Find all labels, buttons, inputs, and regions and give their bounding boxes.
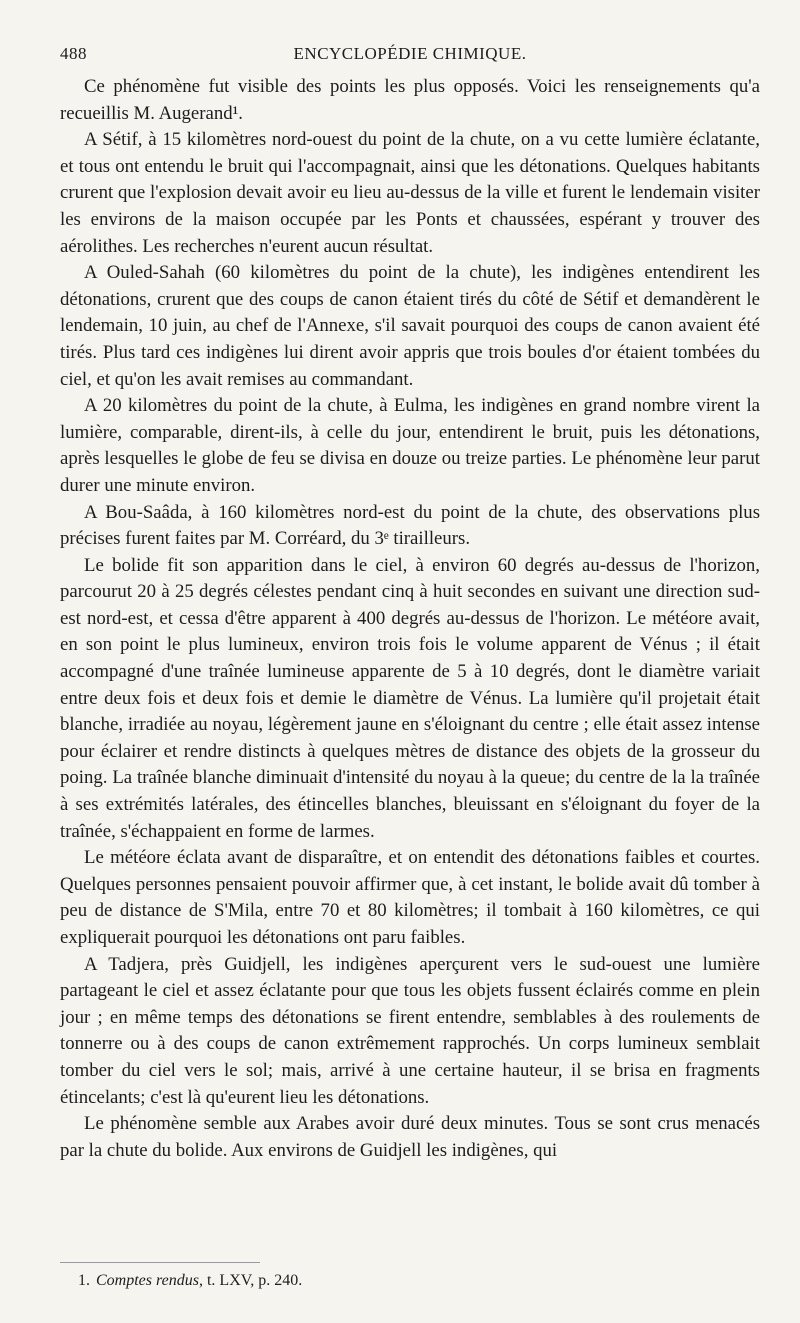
paragraph: A 20 kilomètres du point de la chute, à Eulma, les indigènes en grand nombre virent la lumière, comparable, dirent-ils, à celle du jour, entendirent le bruit, puis les détonations, après lesquelles le globe de feu se divisa en douze ou treize parties. Le phénomène leur parut durer une minute environ. [60, 395, 760, 496]
paragraph: A Bou-Saâda, à 160 kilomètres nord-est du point de la chute, des observations plus précises furent faites par M. Corréard, du 3ᵉ tirailleurs. [60, 501, 760, 550]
paragraph: A Ouled-Sahah (60 kilomètres du point de la chute), les indigènes entendirent les détonations, crurent que des coups de canon étaient tirés du côté de Sétif et demandèrent le lendemain, 10 juin, au chef de l'Annexe, s'il savait pourquoi des coups de canon avaient été tirés. Plus tard ces indigènes lui dirent avoir appris que trois boules d'or étaient tombées du ciel, et qu'on les avait remises au commandant. [60, 262, 760, 390]
page-header [60, 38, 760, 68]
footnote-divider [60, 1262, 260, 1263]
running-title: ENCYCLOPÉDIE CHIMIQUE. [293, 44, 527, 63]
body-text [60, 74, 760, 1164]
paragraph: A Sétif, à 15 kilomètres nord-ouest du point de la chute, on a vu cette lumière éclatante, et tous ont entendu le bruit qui l'accompagnait, ainsi que les détonations. Quelques habitants crurent que l'explosion devait avoir eu lieu au-dessus de la ville et furent le lendemain visiter les environs de la maison occupée par les Ponts et chaussées, espérant y trouver des aérolithes. Les recherches n'eurent aucun résultat. [60, 129, 760, 257]
paragraph: Le phénomène semble aux Arabes avoir duré deux minutes. Tous se sont crus menacés par la chute du bolide. Aux environs de Guidjell les indigènes, qui [60, 1113, 760, 1161]
paragraph: Le bolide fit son apparition dans le ciel, à environ 60 degrés au-dessus de l'horizon, parcourut 20 à 25 degrés célestes pendant cinq à huit secondes en suivant une direction sud-est nord-est, et cessa d'être apparent à 400 degrés au-dessus de l'horizon. Le météore avait, en son point le plus lumineux, environ trois fois le volume apparent de Vénus ; il était accompagné d'une traînée lumineuse apparente de 5 à 10 degrés, dont le diamètre variait entre deux fois et deux fois et demie le diamètre de Vénus. La lumière qu'il projetait était blanche, irradiée au noyau, légèrement jaune en s'éloignant du centre ; elle était assez intense pour éclairer et rendre distincts à quelques mètres de distance des objets de la grosseur du poing. La traînée blanche diminuait d'intensité du noyau à la queue; du centre de la la traînée à ses extrémités latérales, des étincelles blanches, bleuissant en s'éloignant du foyer de la traînée, s'échappaient en forme de larmes. [60, 554, 760, 842]
footnote-number: 1. [78, 1272, 90, 1289]
paragraph: Le météore éclata avant de disparaître, et on entendit des détonations faibles et courtes. Quelques personnes pensaient pouvoir affirmer que, à cet instant, le bolide avait dû tomber à peu de distance de S'Mila, entre 70 et 80 kilomètres; il tombait à 160 kilomètres, ce qui expliquerait pourquoi les détonations ont paru faibles. [60, 847, 760, 948]
paragraph: A Tadjera, près Guidjell, les indigènes aperçurent vers le sud-ouest une lumière partageant le ciel et assez éclatante pour que tous les objets fussent éclairés comme en plein jour ; en même temps des détonations se firent entendre, semblables à des roulements de tonnerre ou à des coups de canon extrêmement rapprochés. Un corps lumineux semblait tomber du ciel vers le sol; mais, arrivé à une certaine hauteur, il se brisa en fragments étincelants; c'est là qu'eurent lieu les détonations. [60, 953, 760, 1108]
paragraph: Ce phénomène fut visible des points les plus opposés. Voici les renseignements qu'a recueillis M. Augerand¹. [60, 76, 760, 124]
page-number: 488 [60, 44, 87, 63]
footnote-source: Comptes rendus [96, 1272, 199, 1289]
footnote-reference: , t. LXV, p. 240. [198, 1272, 303, 1289]
footnote [78, 1272, 302, 1290]
